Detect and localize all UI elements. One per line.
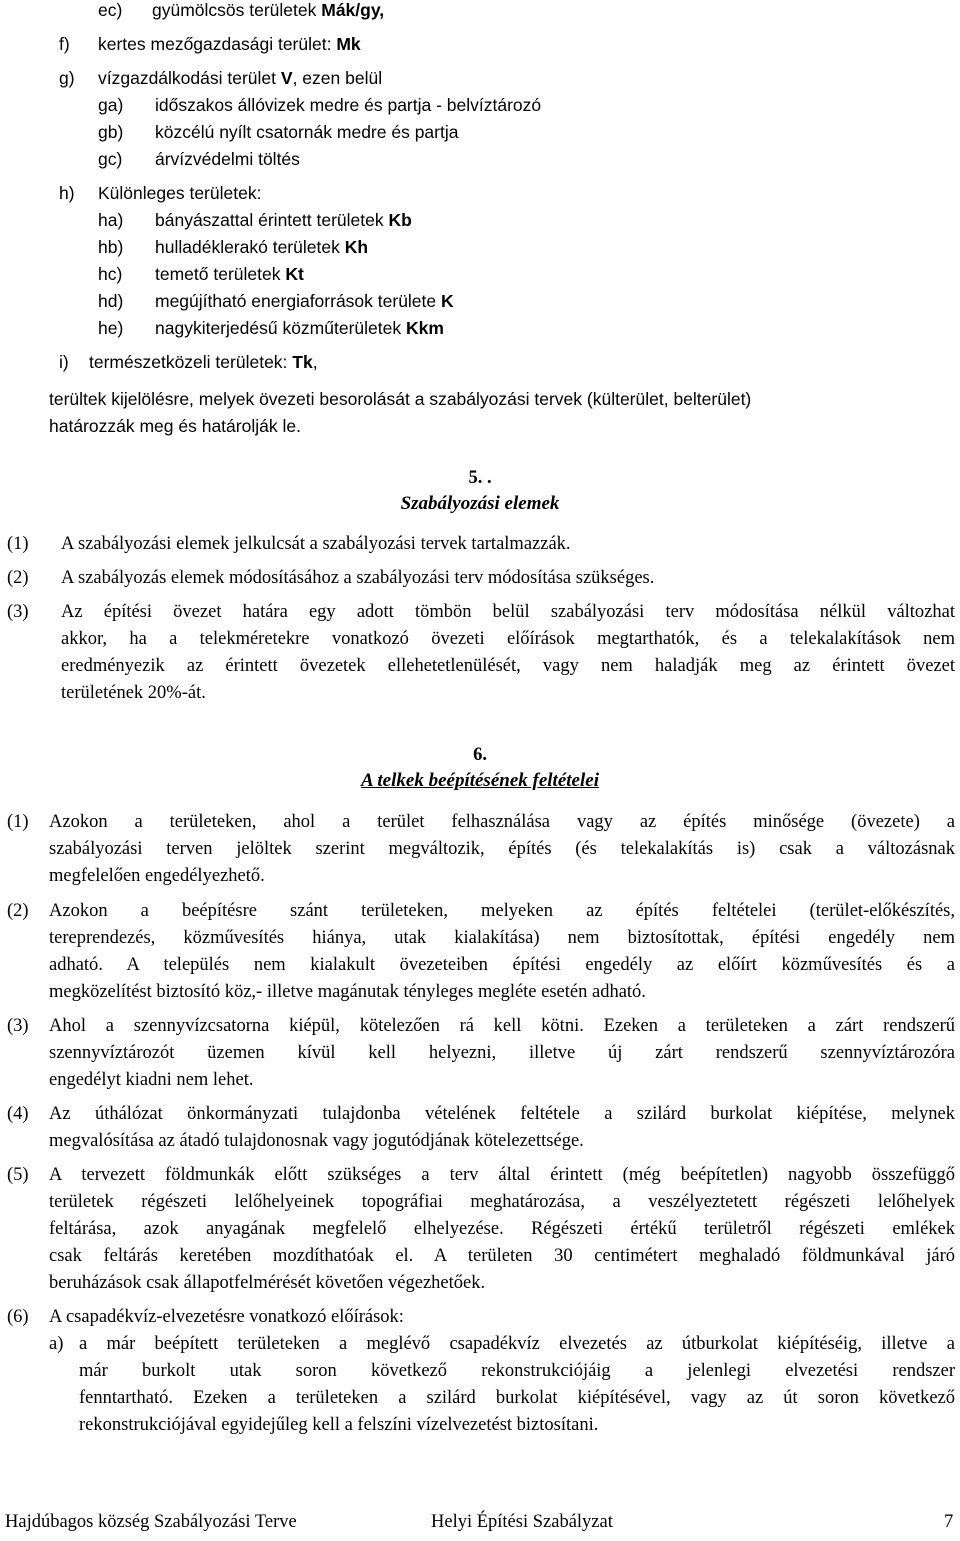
paragraph-line: A szabályozás elemek módosításához a szabályozási terv módosítása szükséges. bbox=[61, 568, 655, 588]
paragraph-number: (2) bbox=[7, 901, 29, 921]
footer-left: Hajdúbagos község Szabályozási Terve bbox=[5, 1512, 297, 1532]
item-label: hc) bbox=[98, 264, 123, 284]
item-text: árvízvédelmi töltés bbox=[155, 149, 300, 169]
paragraph-line: a már beépített területeken a meglévő csapadékvíz elvezetés az útburkolat kiépítéséig, illetve a bbox=[79, 1334, 955, 1354]
paragraph-line: területek régészeti lelőhelyeinek topográfiai meghatározása, a veszélyeztetett régészeti lelőhelyek bbox=[49, 1192, 955, 1212]
item-label: hd) bbox=[98, 291, 124, 311]
item-text: vízgazdálkodási terület V, ezen belül bbox=[98, 68, 383, 88]
paragraph-line: megközelítést biztosító köz,- illetve magánutak tényleges megléte esetén adható. bbox=[49, 982, 646, 1002]
item-text: közcélú nyílt csatornák medre és partja bbox=[155, 122, 459, 142]
page-number: 7 bbox=[944, 1512, 954, 1532]
item-text: időszakos állóvizek medre és partja - belvíztározó bbox=[155, 95, 542, 115]
paragraph-line: Azokon a beépítésre szánt területeken, melyeken az építés feltételei (terület-előkészítés, bbox=[49, 901, 955, 921]
paragraph-line: A csapadékvíz-elvezetésre vonatkozó előírások: bbox=[49, 1307, 404, 1327]
paragraph-line: adható. A település nem kialakult övezeteiben építési engedély az előírt közművesítés és a bbox=[49, 955, 955, 975]
item-label: hb) bbox=[98, 237, 124, 257]
item-label: gc) bbox=[98, 149, 123, 169]
paragraph-line: Az építési övezet határa egy adott tömbön belül szabályozási terv módosítása nélkül változhat bbox=[61, 602, 955, 622]
paragraph-line: terültek kijelölésre, melyek övezeti besorolását a szabályozási tervek (külterület, belterület) bbox=[49, 389, 752, 409]
item-label: he) bbox=[98, 318, 124, 338]
paragraph-line: feltárása, azok anyagának megfelelő elhelyezése. Régészeti értékű területről régészeti emlékek bbox=[49, 1219, 955, 1239]
paragraph-number: (4) bbox=[7, 1104, 29, 1124]
paragraph-number: (6) bbox=[7, 1307, 29, 1327]
subitem-label: a) bbox=[49, 1334, 64, 1354]
item-text: temető területek Kt bbox=[155, 264, 304, 284]
item-text: kertes mezőgazdasági terület: Mk bbox=[98, 34, 361, 54]
section-title: A telkek beépítésének feltételei bbox=[361, 770, 599, 791]
paragraph-line: tereprendezés, közművesítés hiánya, utak kialakítása) nem biztosítottak, építési engedély nem bbox=[49, 928, 955, 948]
footer-center: Helyi Építési Szabályzat bbox=[431, 1512, 613, 1532]
paragraph-line: határozzák meg és határolják le. bbox=[49, 416, 301, 436]
item-label: gb) bbox=[98, 122, 124, 142]
item-label: ga) bbox=[98, 95, 124, 115]
paragraph-line: eredményezik az érintett övezetek ellehetetlenülését, vagy nem haladják meg az érintett övezet bbox=[61, 656, 955, 676]
paragraph-number: (1) bbox=[7, 812, 29, 832]
paragraph-line: beruházások csak állapotfelmérését követően végezhetőek. bbox=[49, 1273, 486, 1293]
paragraph-line: Az úthálózat önkormányzati tulajdonba vételének feltétele a szilárd burkolat kiépítése, melynek bbox=[49, 1104, 955, 1124]
item-text: gyümölcsös területek Mák/gy, bbox=[152, 0, 385, 20]
item-label: g) bbox=[59, 68, 75, 88]
item-label: h) bbox=[59, 183, 75, 203]
paragraph-line: fenntartható. Ezeken a területeken a szilárd burkolat kiépítésével, vagy az út soron következő bbox=[79, 1388, 955, 1408]
paragraph-line: A tervezett földmunkák előtt szükséges a terv által érintett (még beépítetlen) nagyobb összefüggő bbox=[49, 1165, 955, 1185]
paragraph-line: Azokon a területeken, ahol a terület felhasználása vagy az építés minősége (övezete) a bbox=[49, 812, 955, 832]
section-number: 5. . bbox=[468, 468, 492, 488]
paragraph-line: szennyvíztározót üzemen kívül kell helyezni, illetve új zárt rendszerű szennyvíztározóra bbox=[49, 1043, 955, 1063]
paragraph-number: (3) bbox=[7, 602, 29, 622]
paragraph-line: rekonstrukciójával egyidejűleg kell a felszíni vízelvezetést biztosítani. bbox=[79, 1415, 599, 1435]
paragraph-line: engedélyt kiadni nem lehet. bbox=[49, 1070, 254, 1090]
item-text: megújítható energiaforrások területe K bbox=[155, 291, 454, 311]
section-number: 6. bbox=[473, 745, 487, 765]
paragraph-line: Ahol a szennyvízcsatorna kiépül, kötelezően rá kell kötni. Ezeken a területeken a zárt rendszerű bbox=[49, 1016, 955, 1036]
paragraph-line: csak feltárás keretében mozdíthatóak el. A területen 30 centimétert meghaladó földmunkával járó bbox=[49, 1246, 955, 1266]
paragraph-number: (5) bbox=[7, 1165, 29, 1185]
paragraph-line: akkor, ha a telekméretekre vonatkozó övezeti előírások megtarthatók, és a telekalakítások nem bbox=[61, 629, 955, 649]
paragraph-line: megvalósítása az átadó tulajdonosnak vagy jogutódjának kötelezettsége. bbox=[49, 1131, 584, 1151]
paragraph-line: A szabályozási elemek jelkulcsát a szabályozási tervek tartalmazzák. bbox=[61, 534, 571, 554]
item-label: ha) bbox=[98, 210, 124, 230]
item-label: ec) bbox=[98, 0, 123, 20]
paragraph-line: szabályozási terven jelöltek szerint megváltozik, építés (és telekalakítás is) csak a változásnak bbox=[49, 839, 955, 859]
item-text: hulladéklerakó területek Kh bbox=[155, 237, 369, 257]
item-text: természetközeli területek: Tk, bbox=[89, 352, 318, 372]
item-text: Különleges területek: bbox=[98, 183, 262, 203]
section-title: Szabályozási elemek bbox=[400, 493, 560, 514]
item-text: bányászattal érintett területek Kb bbox=[155, 210, 412, 230]
item-text: nagykiterjedésű közműterületek Kkm bbox=[155, 318, 444, 338]
paragraph-number: (2) bbox=[7, 568, 29, 588]
paragraph-line: területének 20%-át. bbox=[61, 683, 206, 703]
paragraph-number: (3) bbox=[7, 1016, 29, 1036]
paragraph-line: megfelelően engedélyezhető. bbox=[49, 866, 265, 886]
paragraph-number: (1) bbox=[7, 534, 29, 554]
item-label: i) bbox=[59, 352, 69, 372]
item-label: f) bbox=[59, 34, 70, 54]
paragraph-line: már burkolt utak soron következő rekonstrukciójáig a jelenlegi elvezetési rendszer bbox=[79, 1361, 955, 1381]
